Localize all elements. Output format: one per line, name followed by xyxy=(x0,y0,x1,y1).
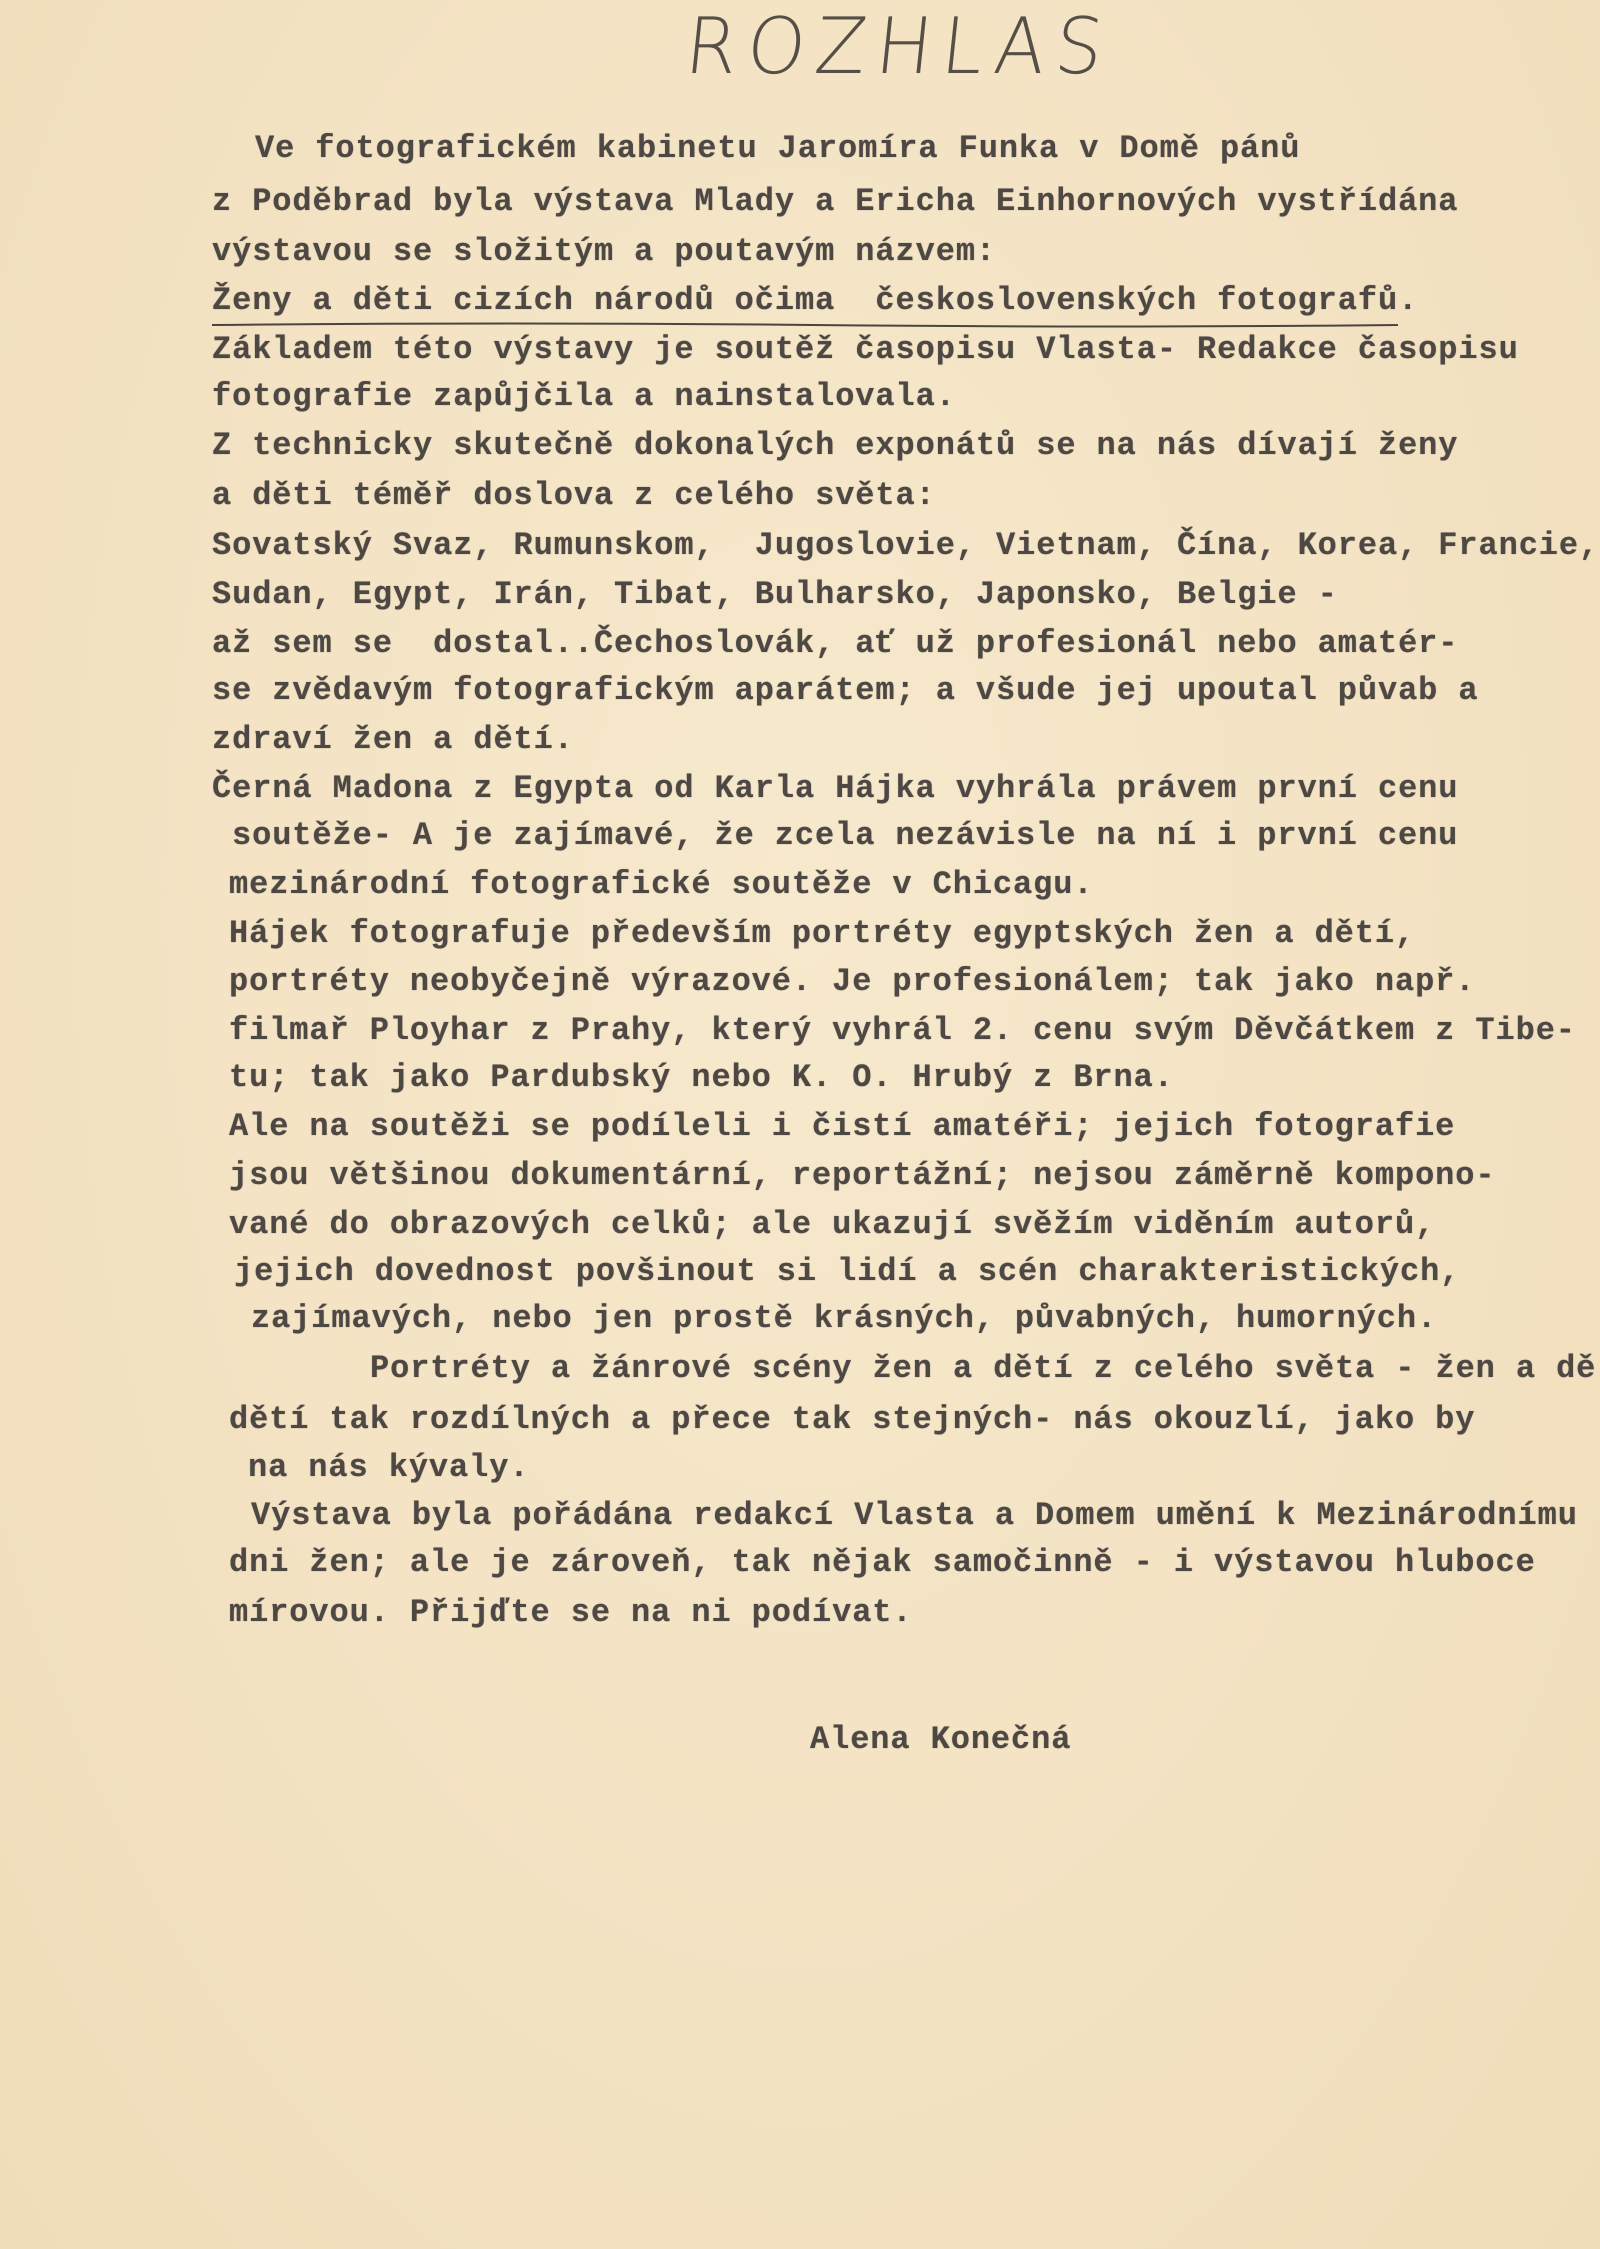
text-line: Sudan, Egypt, Irán, Tibat, Bulharsko, Japonsko, Belgie - xyxy=(212,576,1338,613)
text-line: soutěže- A je zajímavé, že zcela nezávisle na ní i první cenu xyxy=(232,817,1459,854)
text-line: dětí tak rozdílných a přece tak stejných- nás okouzlí, jako by xyxy=(229,1401,1476,1438)
text-line: Základem této výstavy je soutěž časopisu Vlasta- Redakce časopisu xyxy=(212,331,1519,368)
text-line: Portréty a žánrové scény žen a dětí z celého světa - žen a dě xyxy=(370,1350,1597,1387)
text-line: dni žen; ale je zároveň, tak nějak samočinně - i výstavou hluboce xyxy=(229,1544,1536,1581)
text-line: filmař Ployhar z Prahy, který vyhrál 2. cenu svým Děvčátkem z Tibe- xyxy=(229,1012,1576,1049)
text-line: Ve fotografickém kabinetu Jaromíra Funka v Domě pánů xyxy=(255,130,1301,167)
handdrawn-underline xyxy=(212,322,1398,328)
text-line: Černá Madona z Egypta od Karla Hájka vyhrála právem první cenu xyxy=(212,770,1459,807)
text-line: se zvědavým fotografickým aparátem; a všude jej upoutal půvab a xyxy=(212,672,1479,709)
text-line: Výstava byla pořádána redakcí Vlasta a Domem umění k Mezinárodnímu xyxy=(251,1497,1578,1534)
text-line: jsou většinou dokumentární, reportážní; nejsou záměrně kompono- xyxy=(229,1157,1496,1194)
text-line: zdraví žen a dětí. xyxy=(212,721,574,758)
text-line: tu; tak jako Pardubský nebo K. O. Hrubý z Brna. xyxy=(229,1059,1174,1096)
text-line: na nás kývaly. xyxy=(248,1449,530,1486)
text-line: výstavou se složitým a poutavým názvem: xyxy=(212,233,997,270)
text-line: a děti téměř doslova z celého světa: xyxy=(212,477,936,514)
author-signature: Alena Konečná xyxy=(810,1721,1072,1758)
text-line: mezinárodní fotografické soutěže v Chicagu. xyxy=(229,866,1094,903)
text-line: Ale na soutěži se podíleli i čistí amatéři; jejich fotografie xyxy=(229,1108,1456,1145)
text-line: až sem se dostal..Čechoslovák, ať už profesionál nebo amatér- xyxy=(212,625,1459,662)
handwritten-heading: ROZHLAS xyxy=(681,1,1118,93)
text-line: zajímavých, nebo jen prostě krásných, půvabných, humorných. xyxy=(251,1300,1438,1337)
text-line: z Poděbrad byla výstava Mlady a Ericha Einhornových vystřídána xyxy=(212,183,1459,220)
text-line: vané do obrazových celků; ale ukazují svěžím viděním autorů, xyxy=(229,1206,1436,1243)
text-line: jejich dovednost povšinout si lidí a scén charakteristických, xyxy=(234,1253,1461,1290)
exhibition-title-line: Ženy a děti cizích národů očima československých fotografů. xyxy=(212,282,1419,319)
text-line: portréty neobyčejně výrazové. Je profesionálem; tak jako např. xyxy=(229,963,1476,1000)
text-line: Hájek fotografuje především portréty egyptských žen a dětí, xyxy=(229,915,1416,952)
text-line: fotografie zapůjčila a nainstalovala. xyxy=(212,378,956,415)
text-line: Sovatský Svaz, Rumunskom, Jugoslovie, Vietnam, Čína, Korea, Francie, xyxy=(212,527,1600,564)
text-line: mírovou. Přijďte se na ni podívat. xyxy=(229,1594,913,1631)
text-line: Z technicky skutečně dokonalých exponátů se na nás dívají ženy xyxy=(212,427,1459,464)
